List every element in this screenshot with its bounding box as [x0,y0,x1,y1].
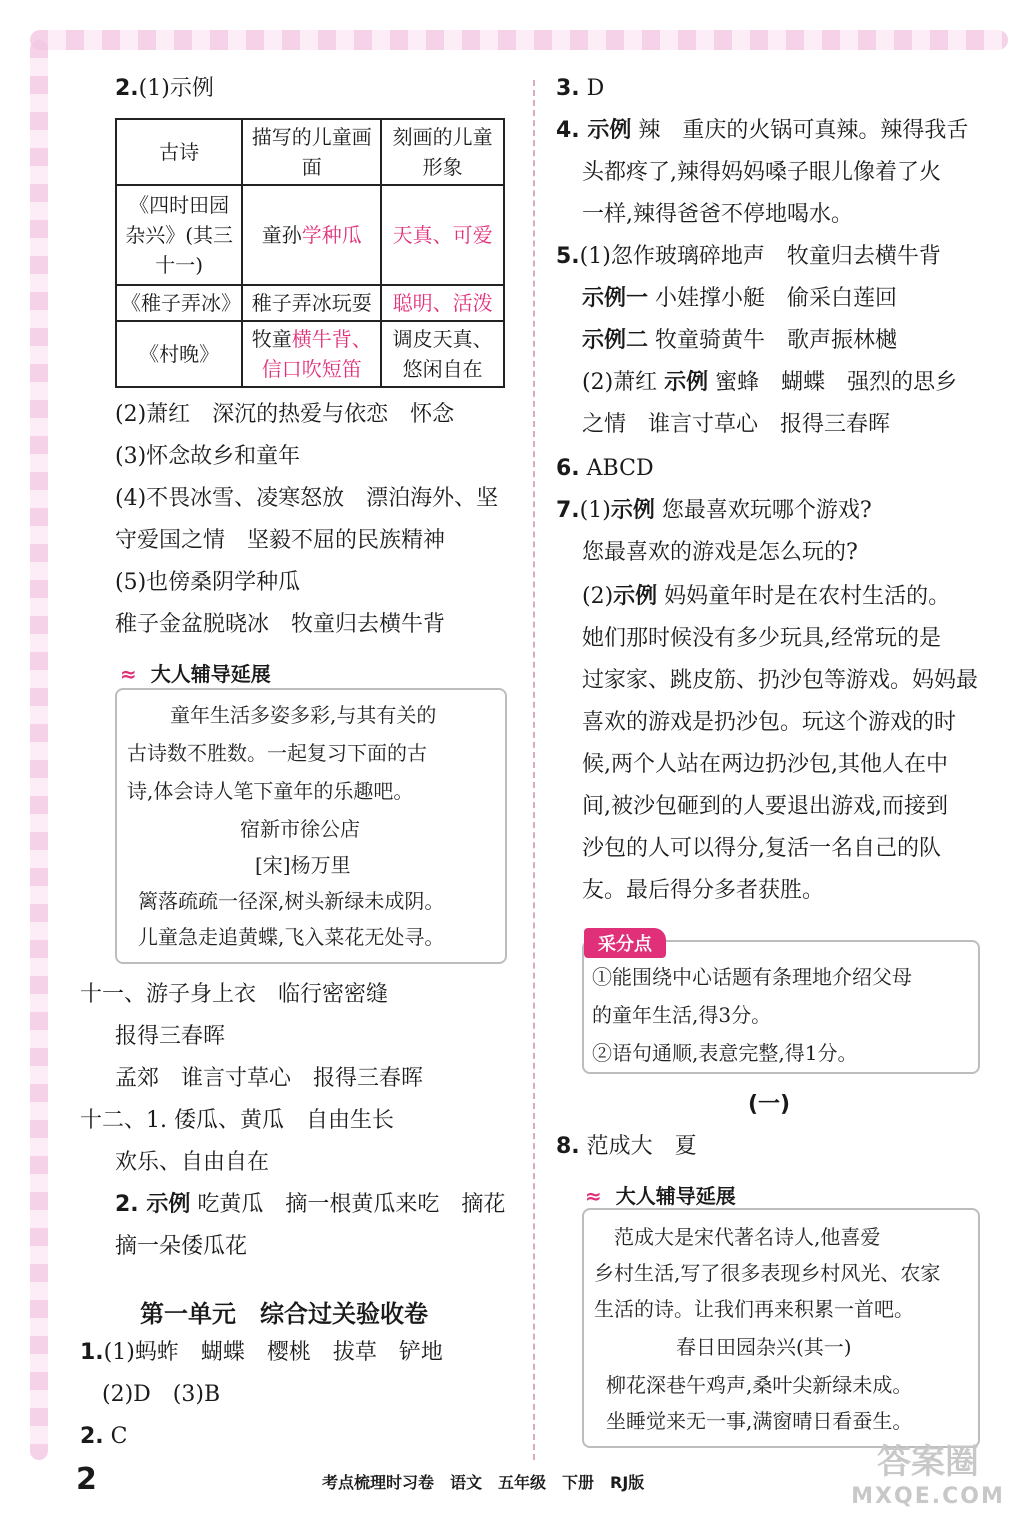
answer-line: 稚子金盆脱晓冰 牧童归去横牛背 [115,612,446,637]
answer-line: 沙包的人可以得分,复活一名自己的队 [582,836,941,861]
answer-line: (5)也傍桑阴学种瓜 [115,570,301,595]
table-cell-scene: 童孙学种瓜 [242,185,381,285]
extension-title: ≈ 大人辅导延展 [120,662,271,686]
poem-table [115,118,505,388]
unit-title: 第一单元 综合过关验收卷 [140,1300,428,1328]
answer-line: 间,被沙包砸到的人要退出游戏,而接到 [582,794,948,819]
answer-line: 3. D [556,76,605,101]
poem-line: 柳花深巷午鸡声,桑叶尖新绿未成。 [606,1373,913,1397]
scoring-line: 的童年生活,得3分。 [592,1003,772,1027]
scoring-line: ①能围绕中心话题有条理地介绍父母 [592,965,912,989]
waves-icon: ≈ [585,1184,602,1208]
answer-line: 摘一朵倭瓜花 [115,1234,248,1259]
extension-text: 生活的诗。让我们再来积累一首吧。 [594,1297,914,1321]
poem-line: 篱落疏疏一径深,树头新绿未成阴。 [138,889,445,913]
extension-text: 古诗数不胜数。一起复习下面的古 [127,741,427,765]
table-cell-scene: 稚子弄冰玩耍 [242,285,381,321]
page-number: 2 [76,1462,97,1497]
answer-line: 7.(1)示例 您最喜欢玩哪个游戏? [556,498,872,523]
table-row [116,185,504,285]
extension-text: 范成大是宋代著名诗人,他喜爱 [614,1225,881,1249]
answer-line: 过家家、跳皮筋、扔沙包等游戏。妈妈最 [582,668,979,693]
book-info: 考点梳理时习卷 语文 五年级 下册 RJ版 [322,1473,645,1492]
table-cell-image: 聪明、活泼 [381,285,504,321]
answer-line: 欢乐、自由自在 [115,1150,270,1175]
extension-text: 童年生活多姿多彩,与其有关的 [170,703,437,727]
poem-title: 宿新市徐公店 [240,817,360,841]
answer-line: 喜欢的游戏是扔沙包。玩这个游戏的时 [582,710,957,735]
answer-line: 孟郊 谁言寸草心 报得三春晖 [115,1066,424,1091]
answer-line: 您最喜欢的游戏是怎么玩的? [582,540,858,565]
answer-line: 守爱国之情 坚毅不屈的民族精神 [115,528,446,553]
decorative-left-border [30,40,48,1460]
table-header-image: 刻画的儿童形象 [381,119,504,185]
poem-line: 坐睡觉来无一事,满窗晴日看蚕生。 [606,1409,913,1433]
poem-author: [宋]杨万里 [255,853,351,877]
answer-line: (2)萧红 示例 蜜蜂 蝴蝶 强烈的思乡 [582,370,958,395]
table-row [116,285,504,321]
answer-line: 2. C [80,1424,128,1449]
watermark-logo: 答案圈 MXQE.COM [851,1442,1005,1509]
extension-text: 乡村生活,写了很多表现乡村风光、农家 [594,1261,941,1285]
table-header-poem: 古诗 [116,119,242,185]
answer-line: 4. 示例 辣 重庆的火锅可真辣。辣得我舌 [556,118,969,143]
answer-line: (2)萧红 深沉的热爱与依恋 怀念 [115,402,455,427]
answer-line: (2)D (3)B [102,1382,221,1407]
extension-text: 诗,体会诗人笔下童年的乐趣吧。 [127,779,414,803]
sub-heading: (一) [748,1092,791,1117]
answer-line: 十二、1. 倭瓜、黄瓜 自由生长 [80,1108,394,1133]
table-cell-poem: 《四时田园杂兴》(其三十一) [116,185,242,285]
column-divider [533,80,535,1460]
table-row [116,321,504,387]
table-cell-scene: 牧童横牛背、 信口吹短笛 [242,321,381,387]
answer-line: 示例二 牧童骑黄牛 歌声振林樾 [582,328,898,353]
waves-icon: ≈ [120,662,137,686]
decorative-top-border [30,30,1008,50]
answer-line: 十一、游子身上衣 临行密密缝 [80,982,389,1007]
answer-line: 1.(1)蚂蚱 蝴蝶 樱桃 拔草 铲地 [80,1340,443,1365]
answer-line: 2. 示例 吃黄瓜 摘一根黄瓜来吃 摘花 [115,1192,506,1217]
answer-line: 之情 谁言寸草心 报得三春晖 [582,412,891,437]
answer-line: (4)不畏冰雪、凌寒怒放 漂泊海外、坚 [115,486,499,511]
answer-line: (2)示例 妈妈童年时是在农村生活的。 [582,584,951,609]
answer-line: 头都疼了,辣得妈妈嗓子眼儿像着了火 [582,160,941,185]
answer-line: 8. 范成大 夏 [556,1134,697,1159]
answer-line: (3)怀念故乡和童年 [115,444,301,469]
table-cell-poem: 《村晚》 [116,321,242,387]
table-header-scene: 描写的儿童画面 [242,119,381,185]
answer-line: 她们那时候没有多少玩具,经常玩的是 [582,626,941,651]
poem-line: 儿童急走追黄蝶,飞入菜花无处寻。 [138,925,445,949]
extension-title: ≈ 大人辅导延展 [585,1184,736,1208]
answer-line: 友。最后得分多者获胜。 [582,878,825,903]
answer-line: 示例一 小娃撑小艇 偷采白莲回 [582,286,898,311]
answer-line: 候,两个人站在两边扔沙包,其他人在中 [582,752,948,777]
scoring-line: ②语句通顺,表意完整,得1分。 [592,1041,858,1065]
q2-heading: 2.(1)示例 [115,76,214,101]
answer-line: 一样,辣得爸爸不停地喝水。 [582,202,853,227]
poem-title: 春日田园杂兴(其一) [676,1335,852,1359]
scoring-badge: 采分点 [584,928,666,958]
table-cell-poem: 《稚子弄冰》 [116,285,242,321]
answer-line: 6. ABCD [556,456,654,481]
table-cell-image: 天真、可爱 [381,185,504,285]
answer-line: 5.(1)忽作玻璃碎地声 牧童归去横牛背 [556,244,941,269]
table-cell-image: 调皮天真、悠闲自在 [381,321,504,387]
answer-line: 报得三春晖 [115,1024,226,1049]
